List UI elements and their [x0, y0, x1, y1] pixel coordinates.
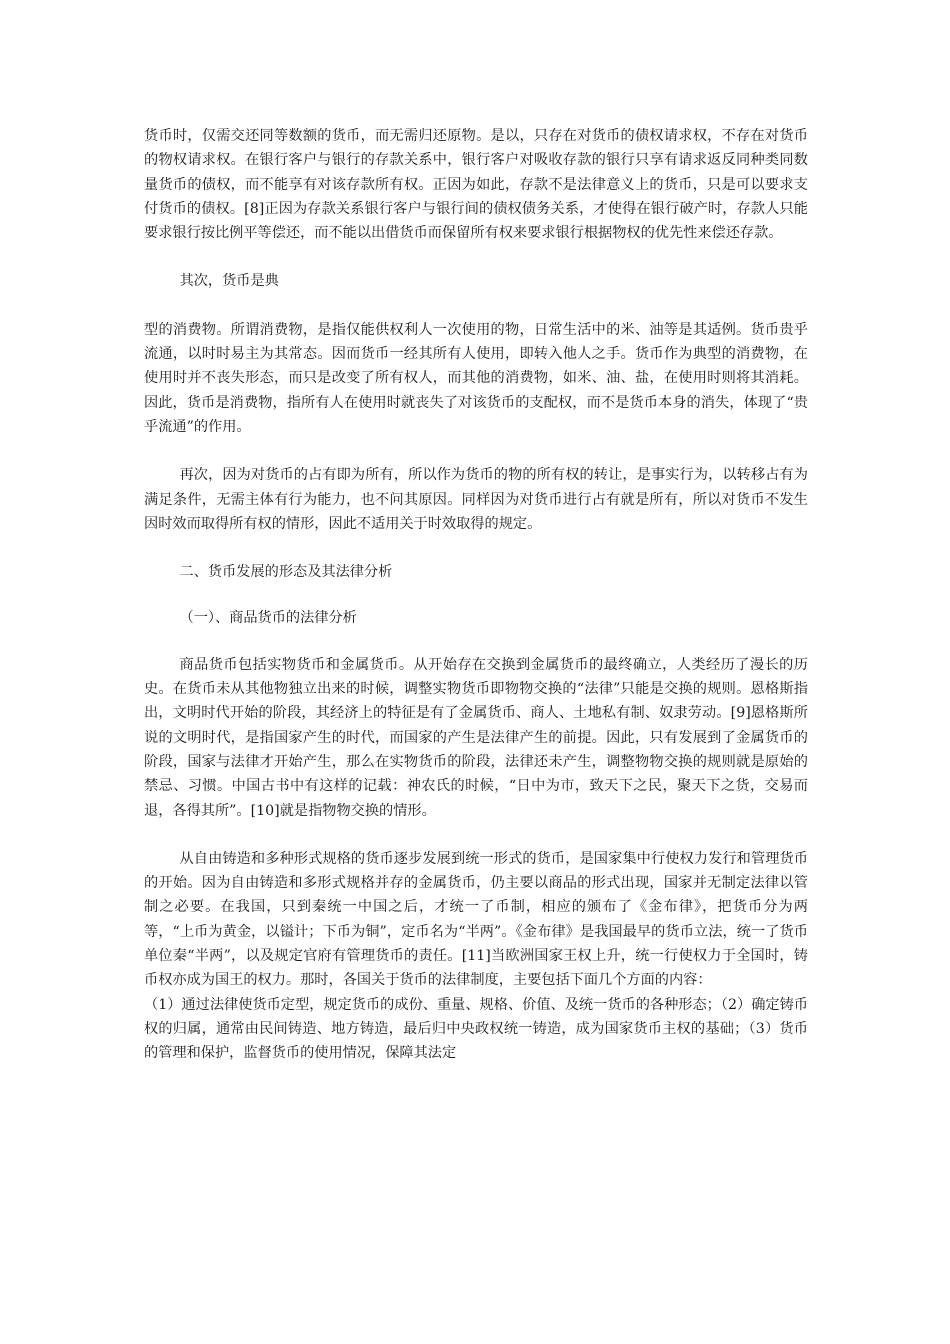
document-page	[144, 124, 808, 1066]
paragraph-consumable-goods: 型的消费物。所谓消费物，是指仅能供权利人一次使用的物，日常生活中的米、油等是其适例。货币贵乎流通，以时时易主为其常态。因而货币一经其所有人使用，即转入他人之手。货币作为典型的消费物，在使用时并不丧失形态，而只是改变了所有权人，而其他的消费物，如米、油、盐，在使用时则将其消耗。因此，货币是消费物，指所有人在使用时就丧失了对该货币的支配权，而不是货币本身的消失，体现了“贵乎流通”的作用。	[144, 321, 808, 435]
paragraph-thirdly: 再次，因为对货币的占有即为所有，所以作为货币的物的所有权的转让，是事实行为，以转移占有为满足条件，无需主体有行为能力，也不问其原因。同样因为对货币进行占有就是所有，所以对货币不发生因时效而取得所有权的情形，因此不适用关于时效取得的规定。	[144, 467, 808, 532]
section-heading: 二、货币发展的形态及其法律分析	[179, 564, 393, 581]
paragraph-unified-currency: 从自由铸造和多种形式规格的货币逐步发展到统一形式的货币，是国家集中行使权力发行和管理货币的开始。因为自由铸造和多形式规格并存的金属货币，仍主要以商品的形式出现，国家并无制定法律以管制之必要。在我国，只到秦统一中国之后，才统一了币制，相应的颁布了《金布律》，把货币分为两等，“上币为黄金，以镒计；下币为铜”，定币名为“半两”。《金布律》是我国最早的货币立法，统一了货币单位秦“半两”，以及规定官府有管理货币的责任。[11]当欧洲国家王权上升，统一行使权力于全国时，铸币权亦成为国王的权力。那时，各国关于货币的法律制度，主要包括下面几个方面的内容：	[144, 850, 808, 989]
paragraph-commodity-money: 商品货币包括实物货币和金属货币。从开始存在交换到金属货币的最终确立，人类经历了漫长的历史。在货币未从其他物独立出来的时候，调整实物货币即物物交换的“法律”只能是交换的规则。恩格斯指出，文明时代开始的阶段，其经济上的特征是有了金属货币、商人、土地私有制、奴隶劳动。[9]恩格斯所说的文明时代，是指国家产生的时代，而国家的产生是法律产生的前提。因此，只有发展到了金属货币的阶段，国家与法律才开始产生，那么在实物货币的阶段，法律还未产生，调整物物交换的规则就是原始的禁忌、习惯。中国古书中有这样的记载：神农氏的时候，“日中为市，致天下之民，聚天下之货，交易而退，各得其所”。[10]就是指物物交换的情形。	[144, 656, 808, 819]
paragraph-secondly-fragment: 其次，货币是典	[179, 273, 279, 290]
paragraph-legal-contents: （1）通过法律使货币定型，规定货币的成份、重量、规格、价值、及统一货币的各种形态；（2）确定铸币权的归属，通常由民间铸造、地方铸造，最后归中央政权统一铸造，成为国家货币主权的基础；（3）货币的管理和保护，监督货币的使用情况，保障其法定	[144, 996, 808, 1062]
paragraph-deposit-claims: 货币时，仅需交还同等数额的货币，而无需归还原物。是以，只存在对货币的债权请求权，不存在对货币的物权请求权。在银行客户与银行的存款关系中，银行客户对吸收存款的银行只享有请求返反同种类同数量货币的债权，而不能享有对该存款所有权。正因为如此，存款不是法律意义上的货币，只是可以要求支付货币的债权。[8]正因为存款关系银行客户与银行间的债权债务关系，才使得在银行破产时，存款人只能要求银行按比例平等偿还，而不能以出借货币而保留所有权来要求银行根据物权的优先性来偿还存款。	[144, 128, 808, 242]
subsection-heading: （一）、商品货币的法律分析	[179, 610, 357, 627]
